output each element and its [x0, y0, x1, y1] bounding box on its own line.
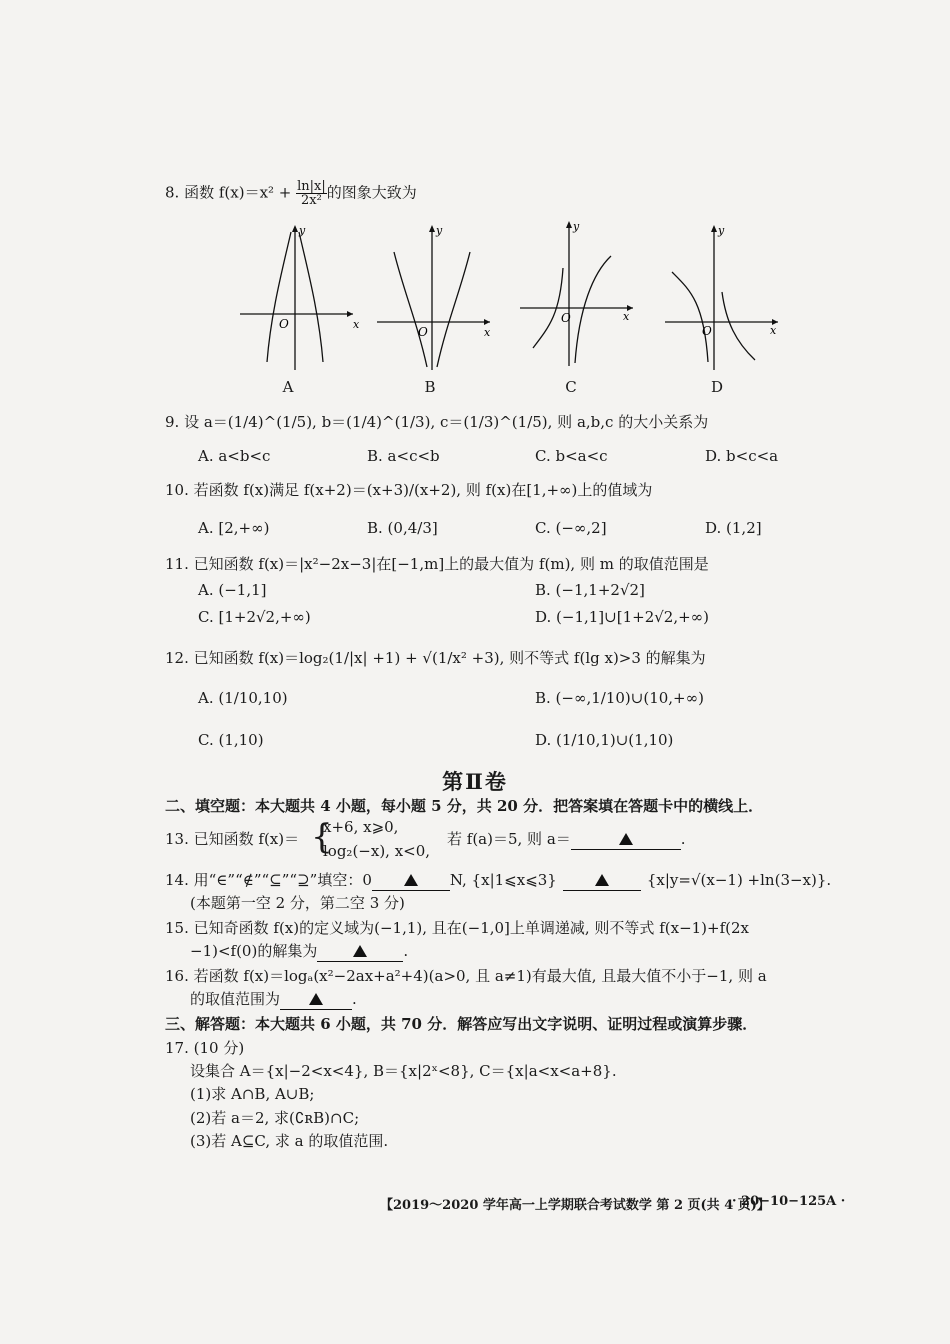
q13-case1: x+6, x⩾0, [323, 818, 399, 836]
section2-heading: 二、填空题：本大题共 4 小题，每小题 5 分，共 20 分．把答案填在答题卡中的横线上． [165, 797, 764, 815]
triangle-icon [309, 993, 323, 1005]
q11-option-b: B. (−1,1+2√2] [535, 581, 645, 599]
part2-title: 第Ⅱ卷 [442, 769, 508, 794]
graph-a-y-label: y [299, 224, 306, 237]
graph-label-a: A [282, 378, 294, 396]
q12-option-a: A. (1/10,10) [198, 689, 288, 707]
footer-code: · 20−10−125A · [732, 1194, 846, 1209]
q8-stem [165, 180, 417, 207]
q12-option-c: C. (1,10) [198, 731, 264, 749]
q15-end: . [403, 942, 409, 960]
q11-stem: 11. 已知函数 f(x)＝|x²−2x−3|在[−1,m]上的最大值为 f(m), 则 m 的取值范围是 [165, 555, 709, 573]
q8-prefix: 8. 函数 f(x)＝x² + [165, 183, 297, 202]
q10-option-a: A. [2,+∞) [198, 519, 270, 537]
graph-c [515, 218, 640, 368]
triangle-icon [404, 874, 418, 886]
graph-d-y-label: y [718, 224, 725, 237]
q9-option-a: A. a<b<c [198, 447, 271, 465]
q13-suffix: 若 f(a)＝5, 则 a＝ [447, 830, 571, 848]
q14-note: (本题第一空 2 分，第二空 3 分) [190, 894, 405, 912]
q11-option-a: A. (−1,1] [198, 581, 267, 599]
q10-stem: 10. 若函数 f(x)满足 f(x+2)＝(x+3)/(x+2), 则 f(x)在[1,+∞)上的值域为 [165, 481, 653, 499]
q17-head: 17. (10 分) [165, 1039, 245, 1057]
q9-option-d: D. b<c<a [705, 447, 779, 465]
graph-b [372, 222, 497, 372]
graph-b-curve-left [394, 252, 427, 367]
q13-end: . [680, 830, 686, 848]
q13-prefix: 13. 已知函数 f(x)＝ [165, 830, 300, 848]
graph-c-y-label: y [573, 220, 580, 233]
q10-option-d: D. (1,2] [705, 519, 762, 537]
q17-line4: (3)若 A⊆C, 求 a 的取值范围. [190, 1132, 389, 1150]
q17-line1: 设集合 A＝{x|−2<x<4}, B＝{x|2ˣ<8}, C＝{x|a<x<a+8}. [190, 1062, 617, 1080]
q13-answer-blank[interactable] [571, 829, 681, 850]
q17-line2: (1)求 A∩B, A∪B; [190, 1085, 315, 1103]
q8-frac-num: ln|x| [297, 179, 326, 194]
graph-b-y-label: y [436, 224, 443, 237]
graph-label-b: B [424, 378, 436, 396]
q9-option-c: C. b<a<c [535, 447, 608, 465]
q16-line1: 16. 若函数 f(x)＝logₐ(x²−2ax+a²+4)(a>0, 且 a≠1)有最大值, 且最大值不小于−1, 则 a [165, 967, 767, 985]
graph-a-x-label: x [353, 318, 360, 331]
q10-option-c: C. (−∞,2] [535, 519, 607, 537]
graph-d-x-label: x [770, 324, 777, 337]
q13-case2: log₂(−x), x<0, [323, 842, 431, 860]
q17-line3: (2)若 a＝2, 求(∁ʀB)∩C; [190, 1109, 360, 1127]
q13-brace: { [311, 817, 333, 857]
q14-part-c: {x|y=√(x−1) +ln(3−x)}. [646, 871, 832, 889]
q14-blank-2[interactable] [563, 870, 641, 891]
graph-b-curve-right [437, 252, 470, 367]
triangle-icon [619, 833, 633, 845]
q11-option-c: C. [1+2√2,+∞) [198, 608, 311, 626]
q16-line2: 的取值范围为 [190, 990, 281, 1008]
graph-c-origin: O [561, 311, 571, 325]
graph-a-curve-right [299, 232, 323, 362]
q15-answer-blank[interactable] [317, 941, 403, 962]
triangle-icon [595, 874, 609, 886]
q12-option-b: B. (−∞,1/10)∪(10,+∞) [535, 689, 704, 707]
q14-part-a: 14. 用“∈”“∉”“⊆”“⊇”填空：0 [165, 871, 372, 889]
graph-label-d: D [710, 378, 724, 396]
graph-d [660, 222, 785, 372]
graph-d-origin: O [702, 324, 712, 338]
q8-fraction [296, 180, 327, 207]
q14-part-b: N, {x|1⩽x⩽3} [449, 871, 557, 889]
q12-option-d: D. (1/10,1)∪(1,10) [535, 731, 674, 749]
graph-d-curve-left [672, 272, 708, 362]
section3-heading: 三、解答题：本大题共 6 小题，共 70 分．解答应写出文字说明、证明过程或演算步骤． [165, 1015, 758, 1033]
q9-stem: 9. 设 a＝(1/4)^(1/5), b＝(1/4)^(1/3), c＝(1/3)^(1/5), 则 a,b,c 的大小关系为 [165, 413, 709, 431]
q16-answer-blank[interactable] [280, 989, 352, 1010]
q16-end: . [352, 990, 357, 1008]
q11-option-d: D. (−1,1]∪[1+2√2,+∞) [535, 608, 710, 626]
graph-a-origin: O [279, 317, 289, 331]
q15-line2: −1)<f(0)的解集为 [190, 942, 318, 960]
graph-a-curve-left [267, 232, 291, 362]
triangle-icon [353, 945, 367, 957]
q14-blank-1[interactable] [372, 870, 450, 891]
q8-suffix: 的图象大致为 [326, 183, 417, 202]
footer-title: 【2019～2020 学年高一上学期联合考试数学 第 2 页(共 4 页)】 [380, 1198, 770, 1213]
q9-option-b: B. a<c<b [367, 447, 440, 465]
q10-option-b: B. (0,4/3] [367, 519, 438, 537]
q15-line1: 15. 已知奇函数 f(x)的定义域为(−1,1), 且在(−1,0]上单调递减, 则不等式 f(x−1)+f(2x [165, 919, 750, 937]
graph-a [235, 222, 360, 372]
q8-frac-den: 2x² [301, 193, 322, 208]
q12-stem: 12. 已知函数 f(x)＝log₂(1/|x| +1) + √(1/x² +3), 则不等式 f(lg x)>3 的解集为 [165, 649, 706, 667]
graph-b-x-label: x [484, 326, 491, 339]
graph-label-c: C [565, 378, 577, 396]
graph-c-curve-right [575, 256, 611, 363]
graph-d-curve-right [722, 292, 755, 360]
graph-b-origin: O [418, 325, 428, 339]
graph-c-x-label: x [623, 310, 630, 323]
